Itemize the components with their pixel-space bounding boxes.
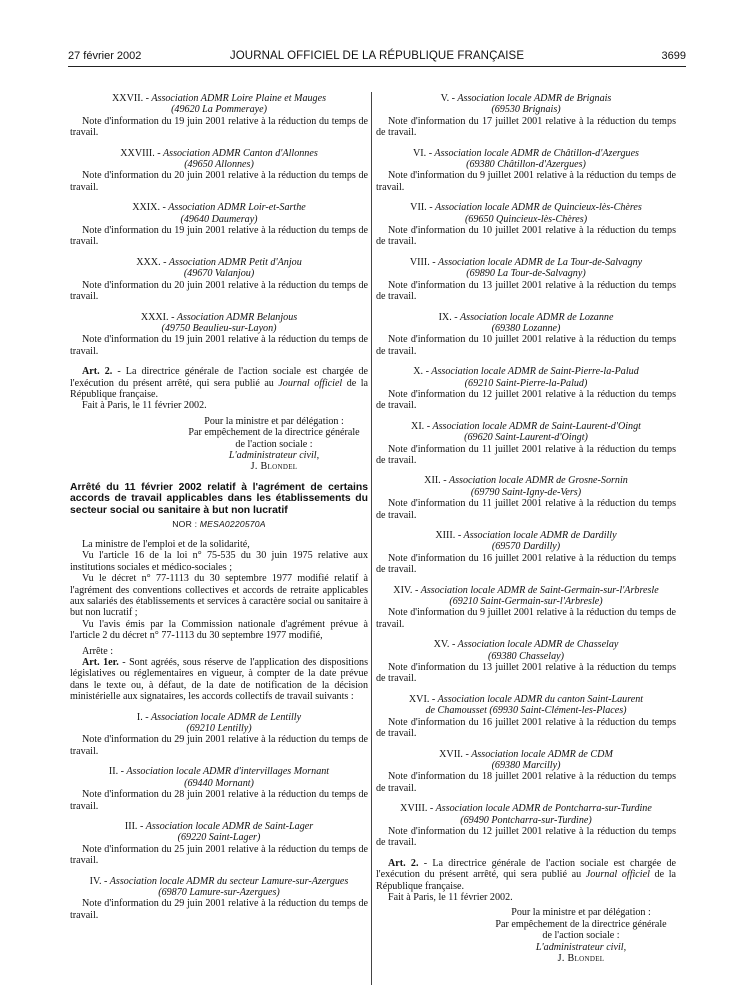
entry-note: Note d'information du 19 juin 2001 relative à la réduction du temps de travail.	[70, 115, 368, 139]
entry-association-name: Association locale ADMR de Saint-Germain-sur-l'Arbresle	[420, 584, 659, 596]
entry-number: XVII.	[439, 748, 463, 760]
entry-heading: XXVII. - Association ADMR Loire Plaine et Mauges	[111, 93, 326, 104]
arrete-heading: Arrête :	[82, 645, 114, 657]
left-entries-bottom	[70, 712, 368, 931]
header-date: 27 février 2002	[68, 50, 142, 62]
entry-note: Note d'information du 13 juillet 2001 relative à la réduction du temps de travail.	[376, 662, 676, 685]
entry-number: XIII.	[435, 530, 456, 541]
agreement-entry	[70, 148, 368, 203]
signature-line-3: de l'action sociale :	[542, 930, 620, 942]
agreement-entry	[376, 93, 676, 148]
entry-number: VII.	[410, 202, 427, 214]
done-at-right: Fait à Paris, le 11 février 2002.	[388, 891, 513, 903]
entry-address: (49750 Beaulieu-sur-Layon)	[161, 322, 277, 334]
signature-line-2: Par empêchement de la directrice générale	[188, 427, 360, 439]
entry-note: Note d'information du 28 juin 2001 relative à la réduction du temps de travail.	[70, 789, 368, 812]
entry-note: Note d'information du 9 juillet 2001 relative à la réduction du temps de travail.	[376, 607, 676, 630]
entry-note: Note d'information du 19 juin 2001 relative à la réduction du temps de travail.	[70, 334, 368, 357]
entry-address: (69380 Marcilly)	[491, 759, 561, 771]
signature-line-1: Pour la ministre et par délégation :	[204, 415, 344, 427]
agreement-entry	[376, 148, 676, 203]
entry-note: Note d'information du 25 juin 2001 relative à la réduction du temps de travail.	[70, 843, 368, 867]
entry-address: (69210 Saint-Germain-sur-l'Arbresle)	[449, 596, 603, 608]
nor-reference: NOR : MESA0220570A	[172, 518, 266, 529]
entry-heading: VIII. - Association locale ADMR de La Tour-de-Salvagny	[409, 256, 643, 268]
entry-note: Note d'information du 9 juillet 2001 relative à la réduction du temps de travail.	[376, 170, 676, 193]
entry-number: XXXI.	[140, 311, 169, 323]
entry-heading: XI. - Association locale ADMR de Saint-Laurent-d'Oingt	[411, 420, 641, 432]
agreement-entry	[376, 530, 676, 585]
entry-address: (69220 Saint-Lager)	[177, 832, 261, 844]
agreement-entry	[70, 712, 368, 767]
entry-address: (69380 Lozanne)	[491, 322, 561, 334]
entry-association-name: Association locale ADMR de Saint-Lager	[145, 820, 314, 832]
signature-role: L'administrateur civil,	[535, 941, 627, 953]
header-journal-title: JOURNAL OFFICIEL DE LA RÉPUBLIQUE FRANÇAISE	[229, 50, 525, 62]
preamble-paragraph: La ministre de l'emploi et de la solidarité,	[82, 538, 250, 550]
entry-association-name: Association locale ADMR de Dardilly	[463, 530, 617, 541]
entry-association-name: Association locale ADMR de CDM	[471, 748, 613, 760]
entry-note: Note d'information du 20 juin 2001 relative à la réduction du temps de travail.	[70, 170, 368, 193]
entry-address: de Chamousset (69930 Saint-Clément-les-Places)	[425, 705, 627, 717]
agreement-entry	[376, 639, 676, 694]
header-page-number: 3699	[661, 50, 686, 62]
running-header	[68, 50, 686, 67]
left-column	[70, 93, 368, 930]
entry-heading: VI. - Association locale ADMR de Châtillon-d'Azergues	[413, 147, 639, 159]
entry-note: Note d'information du 16 juillet 2001 relative à la réduction du temps de travail.	[376, 716, 676, 740]
entry-heading: XIV. - Association locale ADMR de Saint-Germain-sur-l'Arbresle	[393, 584, 659, 596]
entry-association-name: Association locale ADMR de La Tour-de-Salvagny	[437, 256, 643, 268]
entry-address: (49670 Valanjou)	[183, 268, 255, 280]
entry-number: VI.	[413, 147, 427, 159]
entry-number: XV.	[433, 639, 450, 651]
entry-number: III.	[124, 820, 138, 832]
entry-association-name: Association locale ADMR de Pontcharra-sur-Turdine	[435, 803, 652, 815]
entry-address: (69210 Lentilly)	[186, 723, 252, 735]
agreement-entry	[70, 93, 368, 148]
entry-number: XXVIII.	[120, 147, 155, 159]
entry-heading: XXVIII. - Association ADMR Canton d'Allonnes	[120, 147, 318, 159]
decree-preamble	[70, 539, 368, 642]
entry-number: XII.	[424, 475, 441, 487]
entry-association-name: Association locale ADMR de Grosne-Sornin	[448, 475, 628, 487]
left-entries-top	[70, 93, 368, 366]
decree-title: Arrêté du 11 février 2002 relatif à l'agrément de certains accords de travail applicables dans les établissements du secteur social ou sanitaire à but non lucratif	[70, 481, 368, 516]
column-divider	[371, 92, 372, 985]
preamble-paragraph: Vu l'avis émis par la Commission nationale d'agrément prévue à l'article 2 du décret n° 77-1113 du 30 septembre 1977 modifié,	[70, 618, 368, 642]
entry-note: Note d'information du 29 juin 2001 relative à la réduction du temps de travail.	[70, 898, 368, 921]
entry-association-name: Association locale ADMR de Chasselay	[457, 639, 619, 651]
entry-number: XI.	[411, 420, 425, 432]
signature-name: J. Blondel	[250, 461, 298, 473]
article-2-left: Art. 2. - La directrice générale de l'action sociale est chargée de l'exécution du présent arrêté, qui sera publié au Journal officiel de la République française.	[70, 366, 369, 400]
entry-address: (69380 Châtillon-d'Azergues)	[466, 159, 586, 171]
entry-address: (69490 Pontcharra-sur-Turdine)	[460, 814, 592, 826]
right-column	[376, 93, 676, 964]
entry-heading: XXXI. - Association ADMR Belanjous	[140, 311, 298, 323]
agreement-entry	[376, 312, 676, 367]
agreement-entry	[70, 766, 368, 821]
entry-association-name: Association ADMR Canton d'Allonnes	[162, 147, 318, 159]
entry-heading: V. - Association locale ADMR de Brignais	[440, 93, 612, 104]
entry-heading: XV. - Association locale ADMR de Chasselay	[433, 639, 619, 651]
agreement-entry	[376, 202, 676, 257]
entry-heading: XXX. - Association ADMR Petit d'Anjou	[136, 256, 302, 268]
entry-association-name: Association ADMR Petit d'Anjou	[168, 256, 302, 268]
entry-heading: I. - Association locale ADMR de Lentilly	[136, 711, 302, 723]
agreement-entry	[70, 312, 368, 367]
entry-note: Note d'information du 11 juillet 2001 relative à la réduction du temps de travail.	[376, 498, 676, 521]
agreement-entry	[376, 585, 676, 640]
entry-note: Note d'information du 17 juillet 2001 relative à la réduction du temps de travail.	[376, 115, 676, 139]
article-1: Art. 1er. - Sont agréés, sous réserve de l'application des dispositions législatives ou réglementaires en vigueur, à compter de la date prévue dans le texte ou, à défaut, de la date de notification de la décision ministérielle aux signataires, les accords collectifs de travail suivants :	[70, 657, 369, 703]
entry-note: Note d'information du 20 juin 2001 relative à la réduction du temps de travail.	[70, 279, 368, 303]
agreement-entry	[376, 366, 676, 421]
signature-role: L'administrateur civil,	[228, 449, 320, 461]
signature-name: J. Blondel	[557, 953, 605, 964]
entry-number: XVIII.	[400, 803, 428, 815]
entry-address: (69890 La Tour-de-Salvagny)	[466, 268, 586, 280]
entry-note: Note d'information du 11 juillet 2001 relative à la réduction du temps de travail.	[376, 443, 676, 466]
entry-address: (69210 Saint-Pierre-la-Palud)	[464, 377, 588, 389]
agreement-entry	[70, 876, 368, 931]
agreement-entry	[376, 421, 676, 476]
agreement-entry	[376, 475, 676, 530]
entry-number: XXVII.	[111, 93, 144, 104]
entry-association-name: Association locale ADMR d'intervillages Mornant	[126, 766, 330, 778]
entry-number: XXX.	[136, 256, 161, 268]
entry-number: XVI.	[408, 693, 430, 705]
entry-address: (69620 Saint-Laurent-d'Oingt)	[464, 432, 588, 444]
preamble-paragraph: Vu le décret n° 77-1113 du 30 septembre 1977 modifié relatif à l'agrément des conventions collectives et accords de retraite applicables aux salariés des établissements et services à caractère social ou sanitaire à but non lucratif ;	[70, 573, 368, 619]
entry-heading: XVI. - Association locale ADMR du canton Saint-Laurent	[408, 693, 644, 705]
entry-association-name: Association locale ADMR de Saint-Pierre-la-Palud	[431, 366, 639, 378]
entry-note: Note d'information du 13 juillet 2001 relative à la réduction du temps de travail.	[376, 279, 676, 303]
entry-number: II.	[108, 766, 119, 778]
entry-association-name: Association locale ADMR de Châtillon-d'Azergues	[434, 147, 639, 159]
entry-address: (49650 Allonnes)	[184, 159, 254, 171]
entry-heading: XIII. - Association locale ADMR de Dardilly	[435, 530, 617, 541]
entry-association-name: Association locale ADMR du secteur Lamure-sur-Azergues	[109, 875, 349, 887]
entry-address: (49620 La Pommeraye)	[171, 104, 267, 116]
entry-address: (69650 Quincieux-lès-Chères)	[464, 213, 588, 225]
agreement-entry	[376, 694, 676, 749]
entry-note: Note d'information du 10 juillet 2001 relative à la réduction du temps de travail.	[376, 334, 676, 357]
entry-address: (69790 Saint-Igny-de-Vers)	[470, 486, 582, 498]
entry-address: (69570 Dardilly)	[491, 541, 561, 553]
entry-number: I.	[136, 711, 143, 723]
entry-address: (69870 Lamure-sur-Azergues)	[158, 886, 280, 898]
entry-heading: XVIII. - Association locale ADMR de Pontcharra-sur-Turdine	[400, 803, 652, 815]
agreement-entry	[70, 257, 368, 312]
entry-note: Note d'information du 19 juin 2001 relative à la réduction du temps de travail.	[70, 225, 368, 248]
entry-heading: II. - Association locale ADMR d'intervillages Mornant	[108, 766, 330, 778]
entry-association-name: Association ADMR Belanjous	[176, 311, 298, 323]
entry-heading: X. - Association locale ADMR de Saint-Pierre-la-Palud	[413, 366, 639, 378]
signature-line-2: Par empêchement de la directrice générale	[495, 918, 667, 930]
signature-line-3: de l'action sociale :	[235, 438, 313, 450]
article-2-right: Art. 2. - La directrice générale de l'action sociale est chargée de l'exécution du présent arrêté, qui sera publié au Journal officiel de la République française.	[376, 857, 677, 892]
agreement-entry	[70, 821, 368, 876]
agreement-entry	[376, 257, 676, 312]
entry-note: Note d'information du 29 juin 2001 relative à la réduction du temps de travail.	[70, 734, 368, 757]
done-at-left: Fait à Paris, le 11 février 2002.	[82, 400, 207, 412]
entry-note: Note d'information du 18 juillet 2001 relative à la réduction du temps de travail.	[376, 771, 676, 794]
entry-association-name: Association ADMR Loir-et-Sarthe	[168, 202, 306, 214]
entry-note: Note d'information du 12 juillet 2001 relative à la réduction du temps de travail.	[376, 388, 676, 412]
entry-number: IX.	[438, 311, 452, 323]
entry-note: Note d'information du 10 juillet 2001 relative à la réduction du temps de travail.	[376, 225, 676, 248]
entry-heading: IX. - Association locale ADMR de Lozanne	[438, 311, 614, 323]
entry-note: Note d'information du 12 juillet 2001 relative à la réduction du temps de travail.	[376, 825, 676, 849]
entry-association-name: Association locale ADMR de Lentilly	[151, 711, 302, 723]
entry-heading: VII. - Association locale ADMR de Quincieux-lès-Chères	[410, 202, 642, 214]
agreement-entry	[376, 803, 676, 858]
entry-heading: XVII. - Association locale ADMR de CDM	[439, 748, 613, 760]
entry-address: (69440 Mornant)	[184, 777, 254, 789]
entry-number: V.	[440, 93, 450, 104]
entry-association-name: Association locale ADMR du canton Saint-Laurent	[437, 693, 644, 705]
entry-association-name: Association ADMR Loire Plaine et Mauges	[151, 93, 326, 104]
entry-number: IV.	[89, 875, 102, 887]
right-entries	[376, 93, 676, 858]
entry-association-name: Association locale ADMR de Brignais	[457, 93, 612, 104]
entry-heading: XXIX. - Association ADMR Loir-et-Sarthe	[132, 202, 306, 214]
entry-number: XXIX.	[132, 202, 160, 214]
entry-number: XIV.	[393, 584, 413, 596]
entry-number: X.	[413, 366, 424, 378]
entry-address: (69380 Chasselay)	[488, 650, 564, 662]
entry-heading: XII. - Association locale ADMR de Grosne-Sornin	[424, 475, 628, 487]
entry-heading: III. - Association locale ADMR de Saint-Lager	[124, 820, 314, 832]
agreement-entry	[70, 202, 368, 257]
entry-number: VIII.	[409, 256, 430, 268]
entry-heading: IV. - Association locale ADMR du secteur Lamure-sur-Azergues	[89, 875, 349, 887]
entry-association-name: Association locale ADMR de Quincieux-lès-Chères	[434, 202, 642, 214]
entry-address: (69530 Brignais)	[491, 104, 561, 116]
signature-line-1: Pour la ministre et par délégation :	[511, 907, 651, 919]
entry-note: Note d'information du 16 juillet 2001 relative à la réduction du temps de travail.	[376, 552, 676, 576]
entry-association-name: Association locale ADMR de Saint-Laurent-d'Oingt	[432, 420, 641, 432]
agreement-entry	[376, 749, 676, 804]
entry-association-name: Association locale ADMR de Lozanne	[459, 311, 614, 323]
entry-address: (49640 Daumeray)	[180, 213, 258, 225]
preamble-paragraph: Vu l'article 16 de la loi n° 75-535 du 30 juin 1975 relative aux institutions sociales et médico-sociales ;	[70, 550, 368, 573]
